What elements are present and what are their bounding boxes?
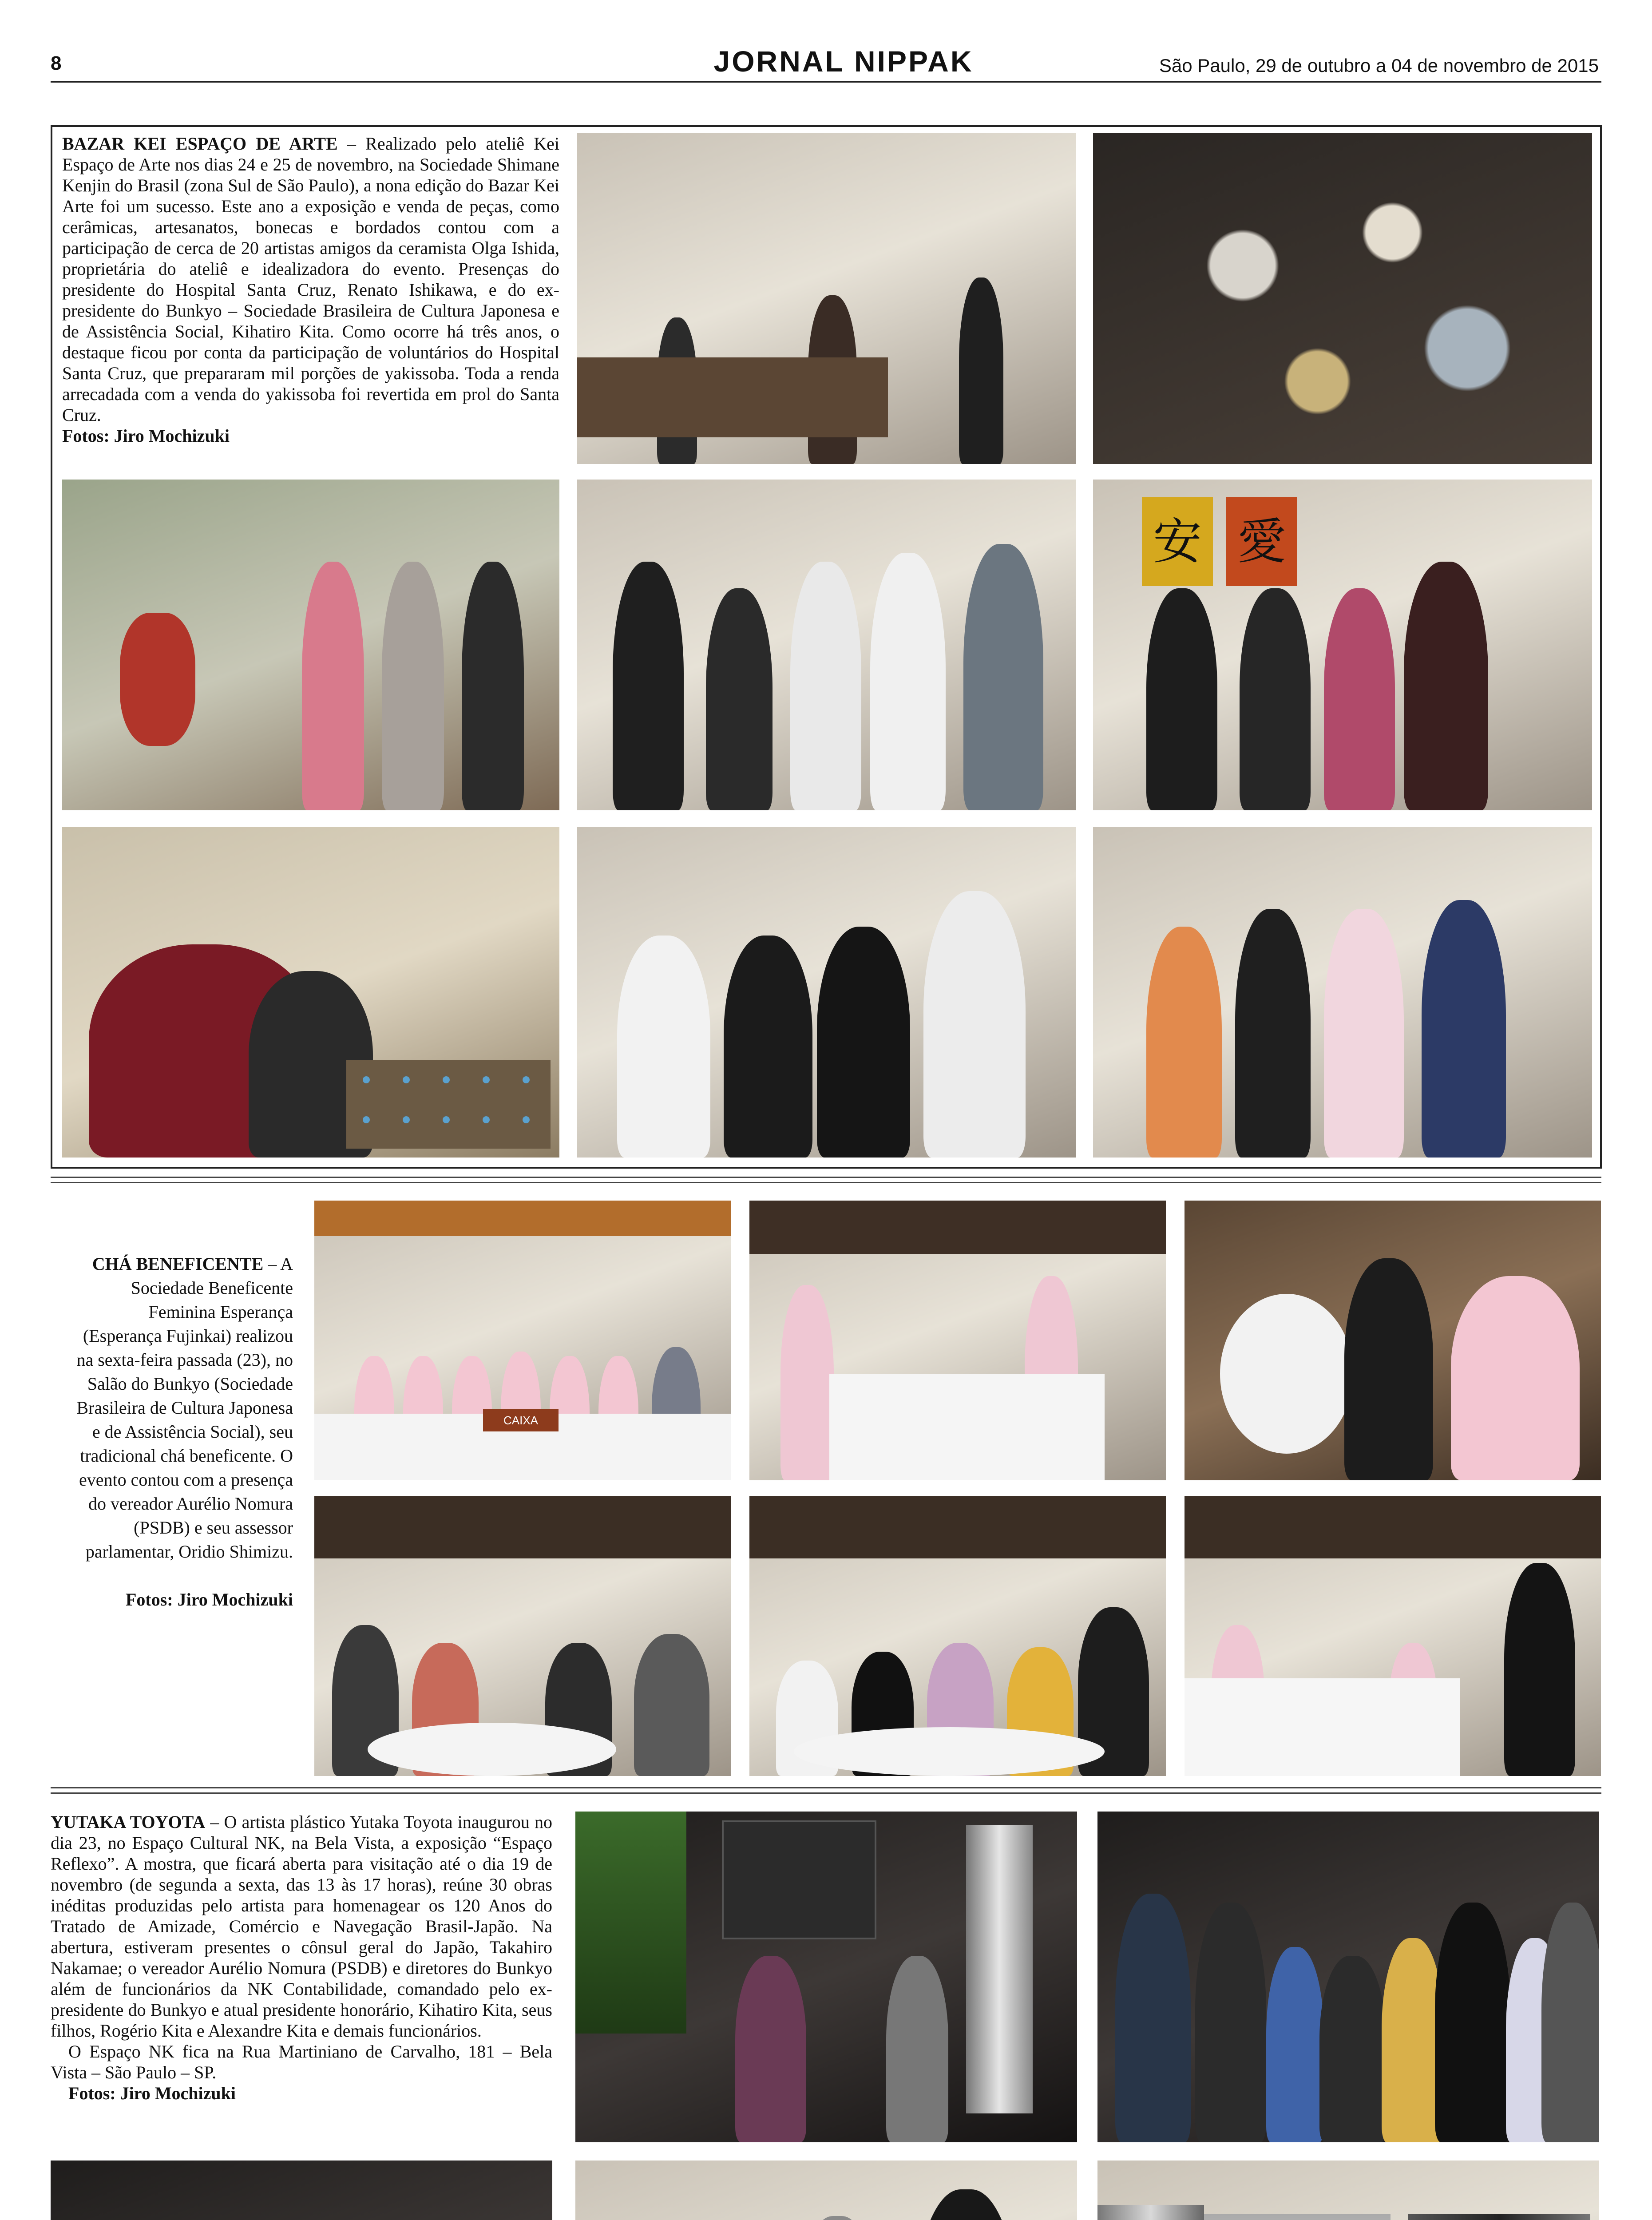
photo-bazar-hall	[577, 133, 1076, 464]
bazar-credit: Fotos: Jiro Mochizuki	[62, 426, 230, 446]
bazar-heading: BAZAR KEI ESPAÇO DE ARTE	[62, 134, 338, 154]
cha-heading: CHÁ BENEFICENTE	[92, 1254, 264, 1274]
issue-date: São Paulo, 29 de outubro a 04 de novembro de 2015	[1159, 55, 1599, 76]
photo-consul-group	[1097, 1812, 1599, 2142]
yutaka-address: O Espaço NK fica na Rua Martiniano de Carvalho, 181 – Bela Vista – São Paulo – SP.	[51, 2042, 552, 2082]
divider-2b	[51, 1792, 1601, 1794]
newspaper-title: JORNAL NIPPAK	[713, 45, 974, 78]
photo-artist-guests	[575, 2161, 1077, 2220]
page-number: 8	[51, 52, 62, 74]
divider-1b	[51, 1182, 1601, 1183]
photo-dinner-table	[51, 2161, 552, 2220]
photo-guests-group	[577, 480, 1076, 810]
photo-tea-guests-1	[314, 1496, 731, 1776]
photo-ring-sculpture	[1097, 2161, 1599, 2220]
divider-2	[51, 1787, 1601, 1788]
photo-four-guests	[577, 827, 1076, 1158]
yutaka-credit: Fotos: Jiro Mochizuki	[68, 2083, 236, 2103]
cha-body: – A Sociedade Beneficente Feminina Esperança (Esperança Fujinkai) realizou na sexta-feira passada (23), no Salão do Bunkyo (Sociedade Brasileira de Cultura Japonesa e de Assistência Social), seu tradicional chá beneficente. O evento contou com a presença do vereador Aurélio Nomura (PSDB) e seu assessor parlamentar, Oridio Shimizu.	[76, 1254, 293, 1562]
photo-fujinkai-table	[314, 1201, 731, 1480]
photo-tea-guests-2	[749, 1496, 1166, 1776]
photo-vereador-speech	[1185, 1496, 1601, 1776]
bazar-article	[62, 133, 559, 446]
yutaka-article	[51, 1812, 552, 2104]
yutaka-heading: YUTAKA TOYOTA	[51, 1812, 206, 1832]
divider-1	[51, 1177, 1601, 1178]
cha-article	[67, 1252, 293, 1612]
photo-ceramics-table	[1093, 133, 1592, 464]
photo-raffle-drum	[749, 1201, 1166, 1480]
bazar-body: – Realizado pelo ateliê Kei Espaço de Arte nos dias 24 e 25 de novembro, na Sociedade Shimane Kenjin do Brasil (zona Sul de São Paulo), a nona edição do Bazar Kei Arte foi um sucesso. Este ano a exposição e venda de peças, como cerâmicas, artesanatos, bonecas e bordados contou com a participação de cerca de 20 artistas amigos da ceramista Olga Ishida, proprietária do ateliê e idealizadora do evento. Presenças do presidente do Hospital Santa Cruz, Renato Ishikawa, e do ex-presidente do Bunkyo – Sociedade Brasileira de Cultura Japonesa e de Assistência Social, Kihatiro Kita. Como ocorre há três anos, o destaque ficou por conta da participação de voluntários do Hospital Santa Cruz, que prepararam mil porções de yakissoba. Toda a renda arrecadada com a venda do yakissoba foi revertida em prol do Santa Cruz.	[62, 134, 559, 425]
kanji-banner-left: 安	[1142, 497, 1213, 586]
photo-volunteers	[1093, 827, 1592, 1158]
caixa-box: CAIXA	[483, 1409, 559, 1431]
photo-flowers-gift	[1185, 1201, 1601, 1480]
kanji-banner-right: 愛	[1226, 497, 1297, 586]
photo-kita-shopping	[62, 827, 559, 1158]
cha-credit: Fotos: Jiro Mochizuki	[125, 1590, 293, 1610]
photo-organizers-banners	[1093, 480, 1592, 810]
photo-toyota-sculpture	[575, 1812, 1077, 2142]
photo-dolls-stand	[62, 480, 559, 810]
yutaka-body: – O artista plástico Yutaka Toyota inaugurou no dia 23, no Espaço Cultural NK, na Bela Vista, a exposição “Espaço Reflexo”. A mostra, que ficará aberta para visitação até o dia 19 de novembro (de segunda a sexta, das 13 às 17 horas), reúne 30 obras inéditas produzidas pelo artista para homenagear os 120 Anos do Tratado de Amizade, Comércio e Navegação Brasil-Japão. Na abertura, estiveram presentes o cônsul geral do Japão, Takahiro Nakamae; o vereador Aurélio Nomura (PSDB) e diretores do Bunkyo além de funcionários da NK Contabilidade, comandado pelo ex-presidente do Bunkyo e atual presidente honorário, Kihatiro Kita, seus filhos, Rogério Kita e Alexandre Kita e demais funcionários.	[51, 1812, 553, 2041]
header-rule	[51, 81, 1601, 83]
